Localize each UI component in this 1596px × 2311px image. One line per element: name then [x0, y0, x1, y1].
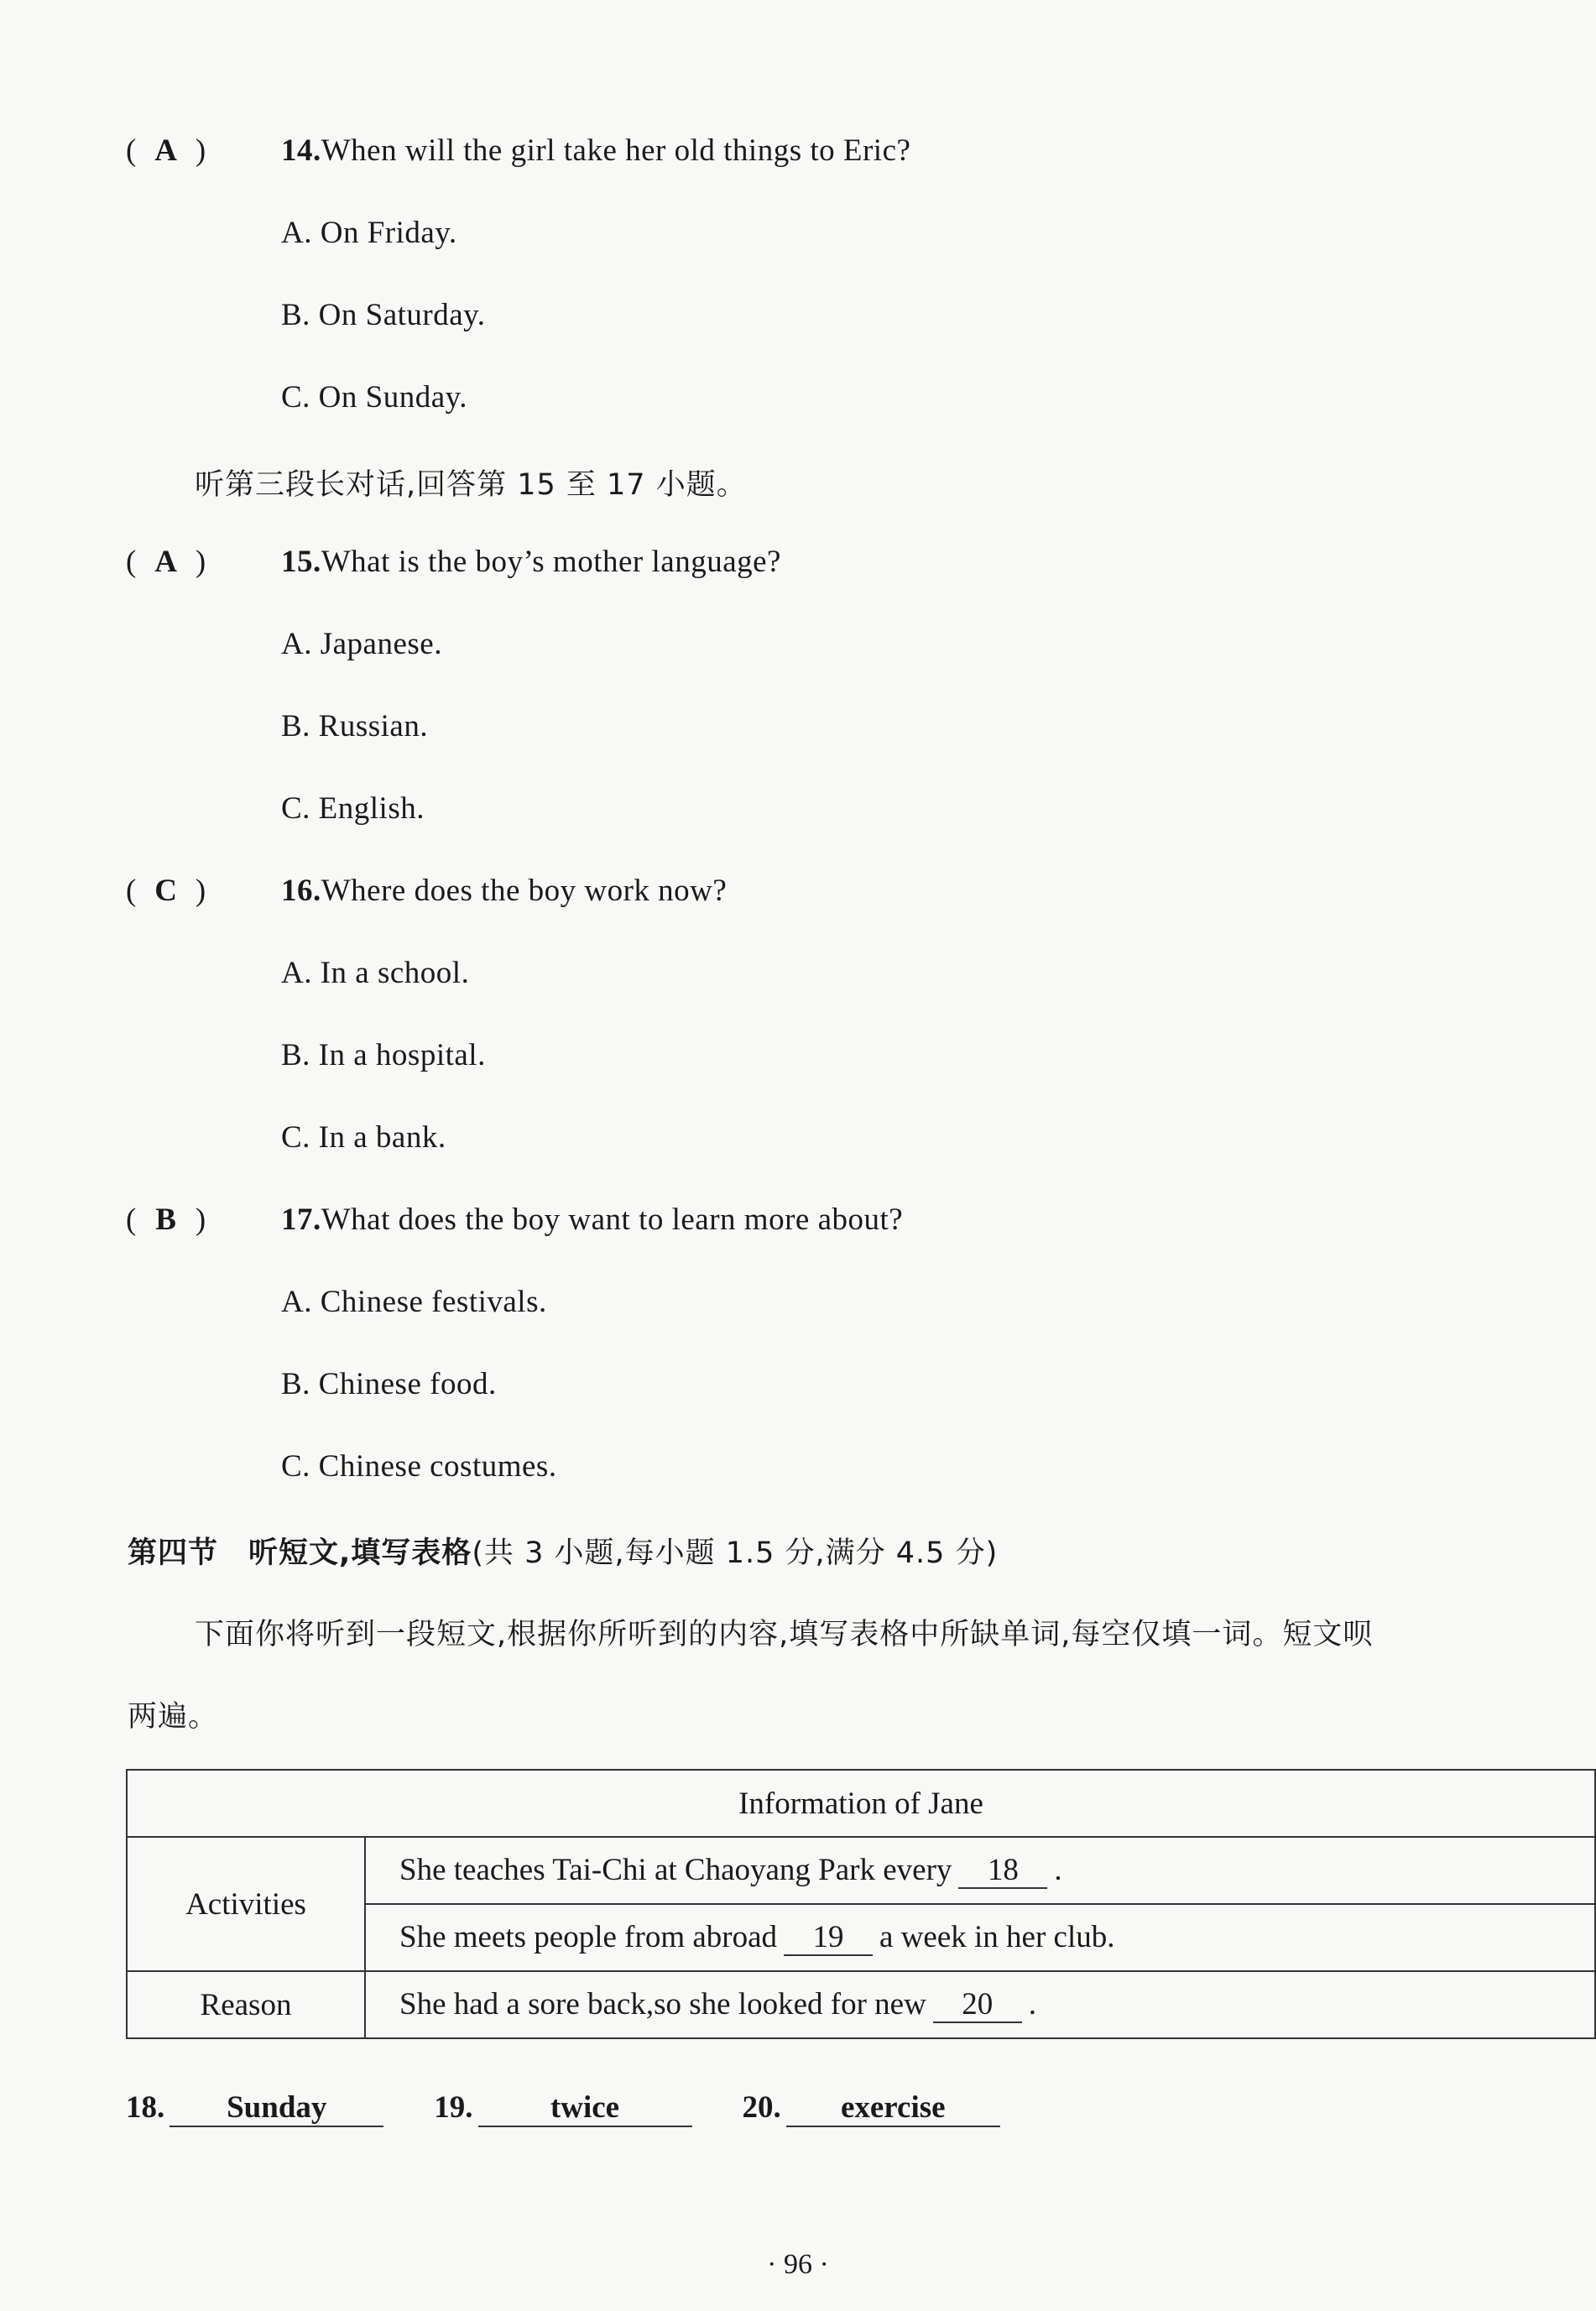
- blank-20: 20: [933, 1988, 1022, 2024]
- option: A. In a school.: [281, 956, 470, 990]
- info-table: [126, 1769, 1596, 2039]
- instruction-part3: 听第三段长对话,回答第 15 至 17 小题。: [195, 468, 747, 502]
- option: A. Japanese.: [281, 627, 442, 661]
- option: C. English.: [281, 791, 425, 826]
- table-header: Information of Jane: [127, 1770, 1595, 1837]
- question-15: ( A ) 15.What is the boy’s mother language?: [126, 545, 781, 579]
- reason-label: Reason: [127, 1971, 365, 2038]
- option: C. In a bank.: [281, 1120, 446, 1155]
- section-4-instruction: 下面你将听到一段短文,根据你所听到的内容,填写表格中所缺单词,每空仅填一词。短文呗: [195, 1618, 1374, 1651]
- option: B. On Saturday.: [281, 298, 486, 332]
- table-row: She meets people from abroad 19 a week in her club.: [365, 1904, 1595, 1971]
- blank-19: 19: [784, 1921, 873, 1957]
- question-16: ( C ) 16.Where does the boy work now?: [126, 874, 728, 908]
- blank-18: 18: [958, 1854, 1047, 1890]
- answer-18: Sunday: [170, 2089, 383, 2127]
- question-14: ( A ) 14.When will the girl take her old things to Eric?: [126, 133, 911, 168]
- answer-19: twice: [478, 2089, 692, 2127]
- page-number: · 96 ·: [767, 2249, 829, 2280]
- activities-label: Activities: [127, 1837, 365, 1971]
- option: B. Chinese food.: [281, 1367, 497, 1401]
- option: A. Chinese festivals.: [281, 1285, 547, 1319]
- answer-20: exercise: [786, 2089, 1000, 2127]
- option: B. In a hospital.: [281, 1038, 486, 1072]
- answer-line: 18. Sunday 19. twice 20. exercise: [126, 2089, 1051, 2127]
- section-4-instruction-cont: 两遍。: [128, 1700, 219, 1734]
- table-row: She had a sore back,so she looked for new 20 .: [365, 1971, 1595, 2038]
- option: B. Russian.: [281, 709, 429, 743]
- answer-paren: ( B ): [126, 1202, 206, 1237]
- section-4-heading: [128, 1530, 998, 1572]
- question-17: ( B ) 17.What does the boy want to learn more about?: [126, 1202, 904, 1237]
- section-title: 第四节 听短文,填写表格: [128, 1536, 472, 1570]
- option: A. On Friday.: [281, 216, 457, 250]
- option: C. On Sunday.: [281, 380, 467, 415]
- table-row: She teaches Tai-Chi at Chaoyang Park every 18 .: [365, 1837, 1595, 1904]
- option: C. Chinese costumes.: [281, 1449, 557, 1484]
- section-subtitle: (共 3 小题,每小题 1.5 分,满分 4.5 分): [472, 1536, 999, 1570]
- answer-paren: ( A ): [126, 133, 206, 168]
- answer-paren: ( C ): [126, 874, 206, 908]
- answer-paren: ( A ): [126, 545, 206, 579]
